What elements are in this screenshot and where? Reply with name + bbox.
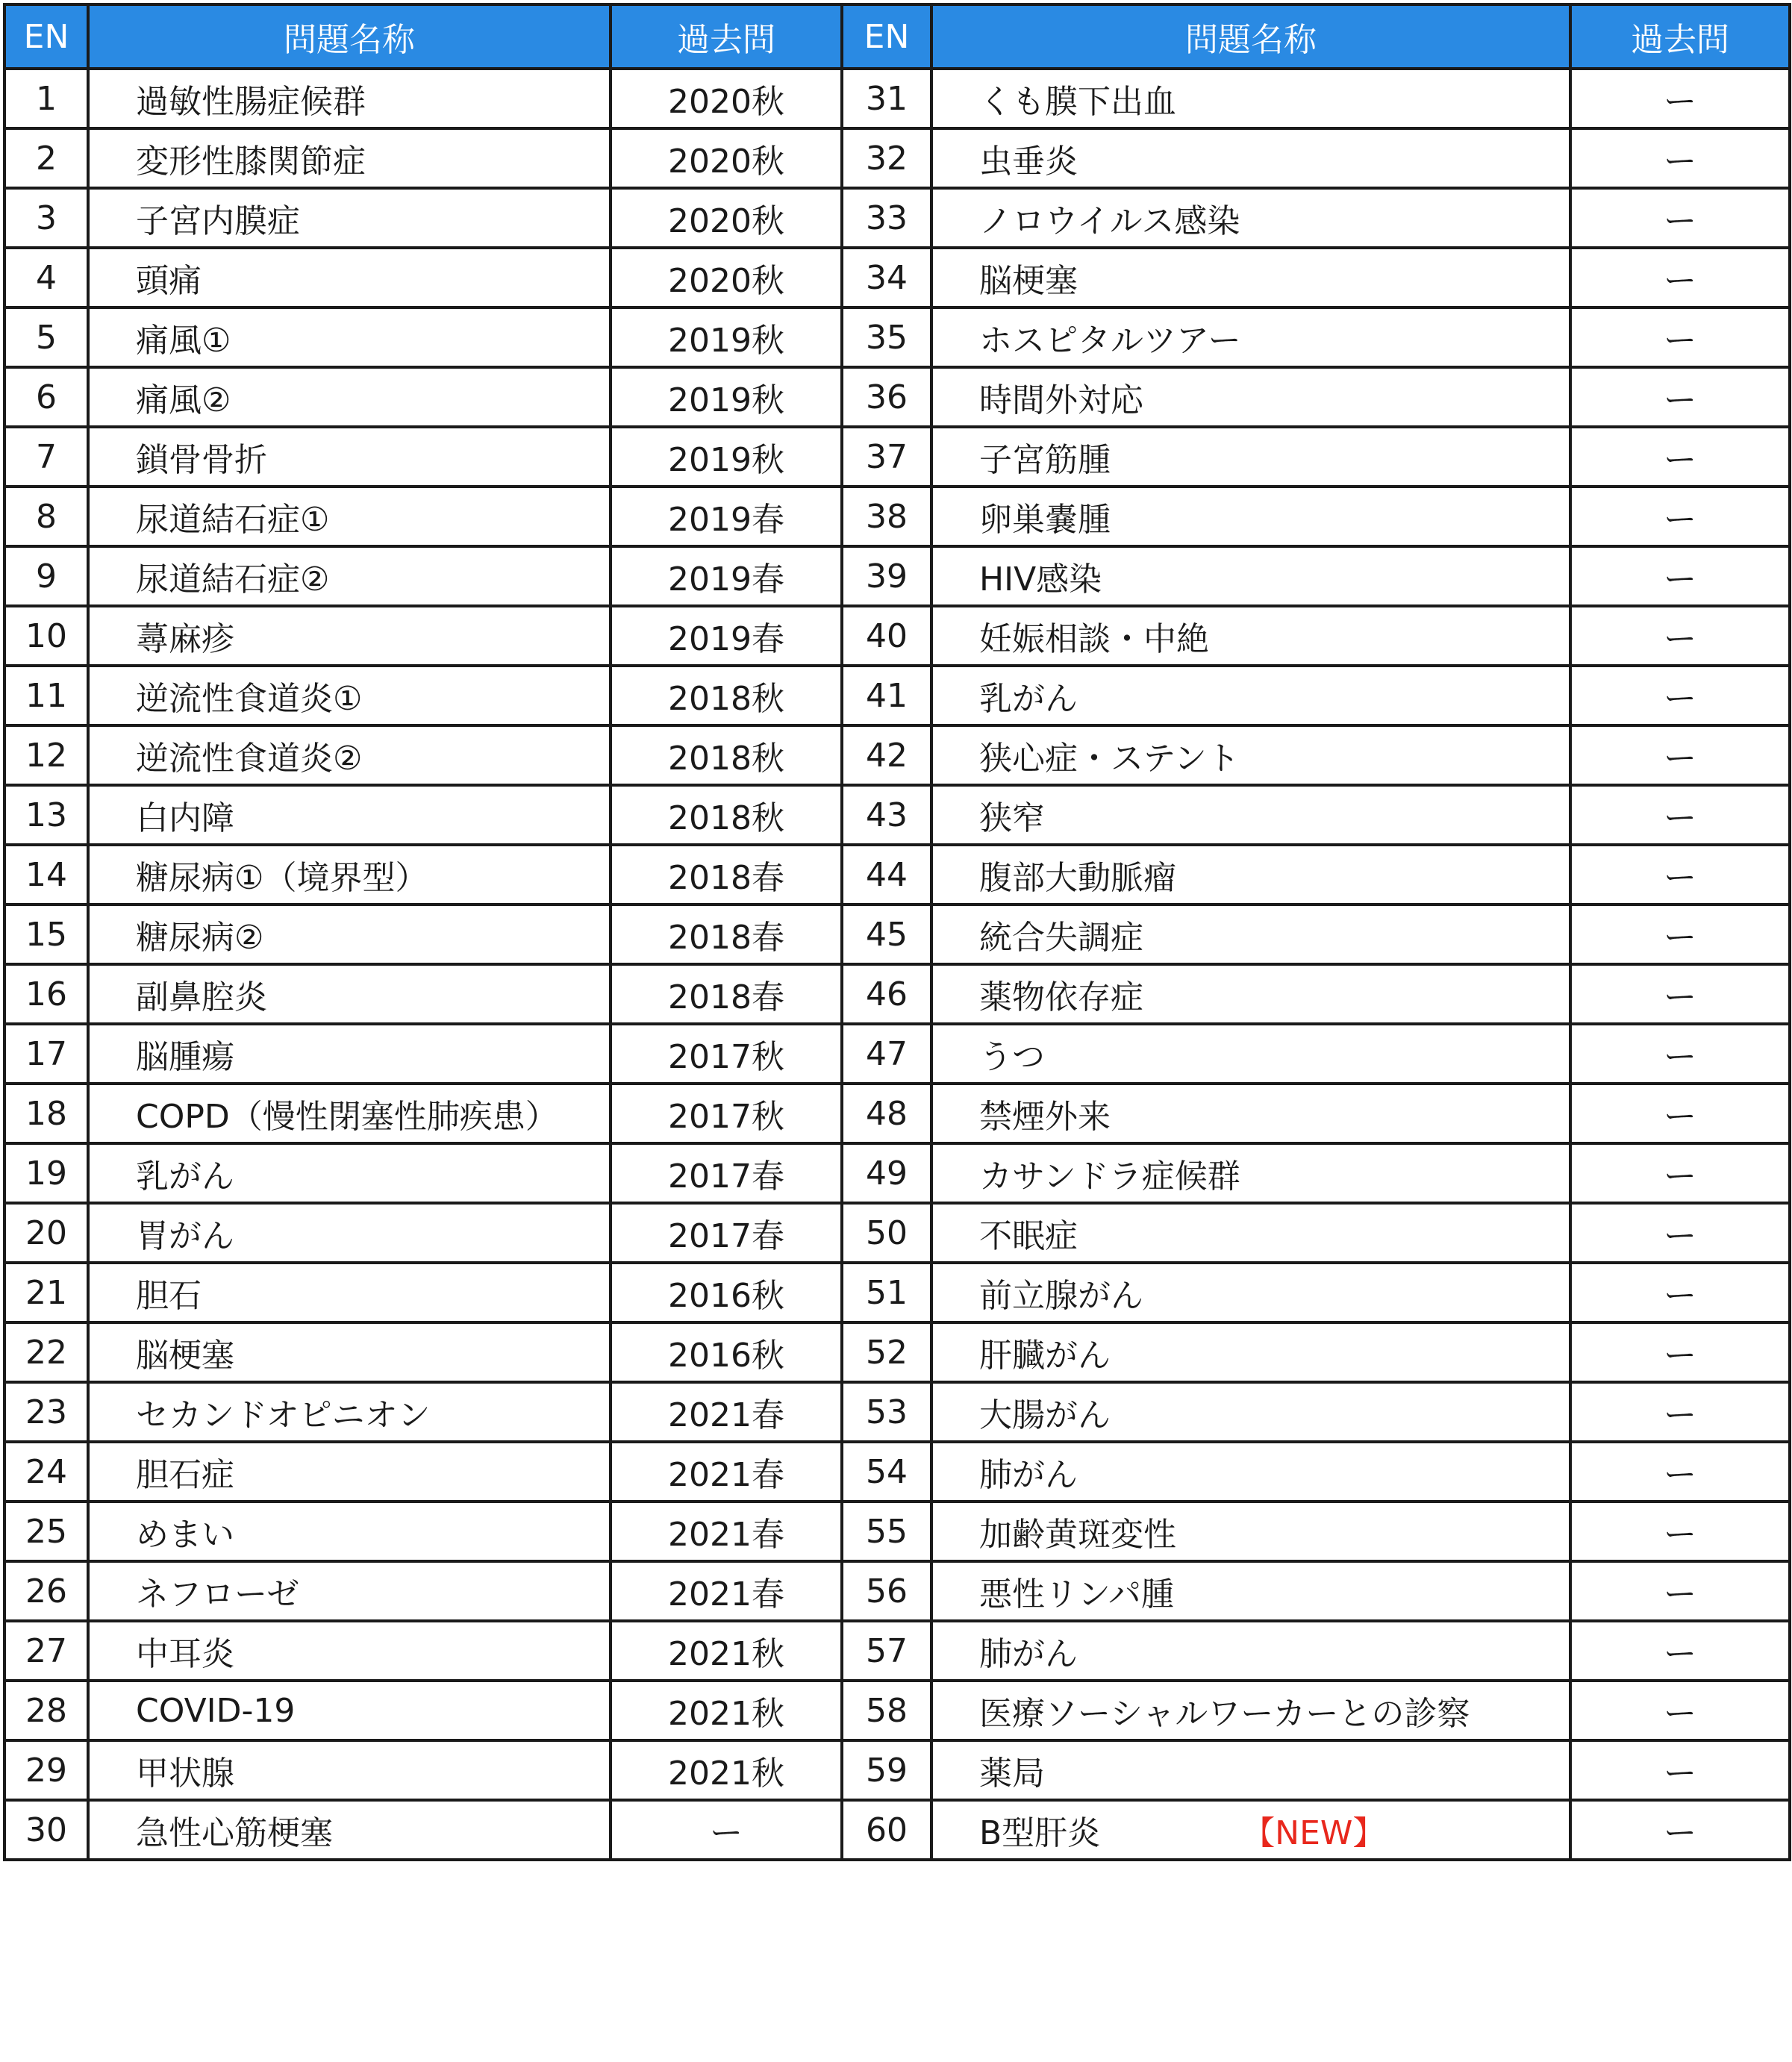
cell-past-exam-2: ー <box>1570 1143 1790 1203</box>
cell-en: 27 <box>4 1621 88 1681</box>
cell-past-exam-2: ー <box>1570 1382 1790 1442</box>
cell-problem-name-2: 薬局 <box>931 1740 1570 1800</box>
cell-past-exam-2: ー <box>1570 1681 1790 1740</box>
cell-en-2: 47 <box>842 1024 931 1084</box>
cell-past-exam-2: ー <box>1570 1800 1790 1860</box>
cell-problem-name-2: 卵巣嚢腫 <box>931 487 1570 546</box>
cell-en: 26 <box>4 1561 88 1621</box>
cell-en-2: 32 <box>842 128 931 188</box>
cell-en: 15 <box>4 905 88 964</box>
cell-past-exam-2: ー <box>1570 606 1790 666</box>
cell-problem-name: 脳梗塞 <box>88 1322 611 1382</box>
cell-en-2: 33 <box>842 188 931 248</box>
cell-past-exam-2: ー <box>1570 1621 1790 1681</box>
cell-problem-name: 副鼻腔炎 <box>88 964 611 1024</box>
cell-en: 22 <box>4 1322 88 1382</box>
cell-en-2: 42 <box>842 725 931 785</box>
cell-problem-name: 蕁麻疹 <box>88 606 611 666</box>
cell-en: 1 <box>4 69 88 128</box>
table-row <box>4 1442 1790 1502</box>
table-row <box>4 307 1790 367</box>
cell-en: 7 <box>4 427 88 487</box>
table-row <box>4 845 1790 905</box>
cell-en-2: 43 <box>842 785 931 845</box>
cell-problem-name-2: ホスピタルツアー <box>931 307 1570 367</box>
cell-problem-name: 急性心筋梗塞 <box>88 1800 611 1860</box>
cell-en: 29 <box>4 1740 88 1800</box>
cell-en: 6 <box>4 367 88 427</box>
cell-problem-name: 尿道結石症① <box>88 487 611 546</box>
cell-problem-name-2: 狭窄 <box>931 785 1570 845</box>
table-row <box>4 248 1790 307</box>
table-row <box>4 1084 1790 1143</box>
table-row <box>4 606 1790 666</box>
cell-problem-name: 鎖骨骨折 <box>88 427 611 487</box>
header-problem-name: 問題名称 <box>88 4 611 69</box>
cell-problem-name-2: 肺がん <box>931 1621 1570 1681</box>
cell-past-exam-2: ー <box>1570 1502 1790 1561</box>
cell-en-2: 59 <box>842 1740 931 1800</box>
cell-problem-name: 脳腫瘍 <box>88 1024 611 1084</box>
cell-past-exam-2: ー <box>1570 367 1790 427</box>
cell-problem-name-2: 肺がん <box>931 1442 1570 1502</box>
cell-problem-name: 糖尿病①（境界型） <box>88 845 611 905</box>
cell-en: 9 <box>4 546 88 606</box>
table-row <box>4 785 1790 845</box>
cell-past-exam-2: ー <box>1570 248 1790 307</box>
cell-problem-name-2: 肝臓がん <box>931 1322 1570 1382</box>
cell-en-2: 54 <box>842 1442 931 1502</box>
cell-past-exam: 2021春 <box>611 1382 842 1442</box>
cell-past-exam: 2021春 <box>611 1502 842 1561</box>
cell-en: 28 <box>4 1681 88 1740</box>
cell-problem-name: セカンドオピニオン <box>88 1382 611 1442</box>
cell-en: 23 <box>4 1382 88 1442</box>
cell-problem-name-2: 大腸がん <box>931 1382 1570 1442</box>
header-row <box>4 4 1790 69</box>
cell-problem-name: めまい <box>88 1502 611 1561</box>
cell-problem-name: 子宮内膜症 <box>88 188 611 248</box>
cell-en: 19 <box>4 1143 88 1203</box>
cell-problem-name: COVID-19 <box>88 1681 611 1740</box>
new-badge: 【NEW】 <box>1242 1814 1386 1852</box>
cell-en-2: 38 <box>842 487 931 546</box>
table-row <box>4 1263 1790 1322</box>
cell-problem-name-2: 統合失調症 <box>931 905 1570 964</box>
cell-past-exam-2: ー <box>1570 69 1790 128</box>
cell-past-exam-2: ー <box>1570 427 1790 487</box>
cell-en: 13 <box>4 785 88 845</box>
table-row <box>4 1740 1790 1800</box>
cell-past-exam-2: ー <box>1570 1322 1790 1382</box>
table-row <box>4 69 1790 128</box>
cell-problem-name-2: カサンドラ症候群 <box>931 1143 1570 1203</box>
exam-problem-table <box>3 3 1791 1861</box>
table-row <box>4 1322 1790 1382</box>
cell-past-exam-2: ー <box>1570 905 1790 964</box>
cell-past-exam: 2020秋 <box>611 188 842 248</box>
cell-problem-name-2: 悪性リンパ腫 <box>931 1561 1570 1621</box>
cell-en-2: 57 <box>842 1621 931 1681</box>
cell-problem-name-2: ノロウイルス感染 <box>931 188 1570 248</box>
cell-past-exam: 2016秋 <box>611 1263 842 1322</box>
table-row <box>4 367 1790 427</box>
table-row <box>4 1143 1790 1203</box>
cell-en: 10 <box>4 606 88 666</box>
table-row <box>4 1024 1790 1084</box>
cell-problem-name: 逆流性食道炎② <box>88 725 611 785</box>
header-en-2: EN <box>842 4 931 69</box>
cell-problem-name: COPD（慢性閉塞性肺疾患） <box>88 1084 611 1143</box>
cell-past-exam: 2019秋 <box>611 367 842 427</box>
cell-en-2: 40 <box>842 606 931 666</box>
cell-en: 21 <box>4 1263 88 1322</box>
cell-en-2: 45 <box>842 905 931 964</box>
cell-en-2: 50 <box>842 1203 931 1263</box>
cell-en-2: 44 <box>842 845 931 905</box>
cell-past-exam-2: ー <box>1570 128 1790 188</box>
cell-problem-name: 乳がん <box>88 1143 611 1203</box>
header-problem-name-2: 問題名称 <box>931 4 1570 69</box>
cell-en-2: 49 <box>842 1143 931 1203</box>
table-row <box>4 666 1790 725</box>
cell-past-exam-2: ー <box>1570 845 1790 905</box>
cell-past-exam: ー <box>611 1800 842 1860</box>
cell-problem-name-2: 薬物依存症 <box>931 964 1570 1024</box>
table-row <box>4 188 1790 248</box>
cell-past-exam: 2020秋 <box>611 69 842 128</box>
cell-en-2: 52 <box>842 1322 931 1382</box>
cell-problem-name: 頭痛 <box>88 248 611 307</box>
cell-past-exam: 2019春 <box>611 487 842 546</box>
cell-en: 12 <box>4 725 88 785</box>
cell-problem-name-2 <box>931 1800 1570 1860</box>
cell-en: 16 <box>4 964 88 1024</box>
cell-past-exam-2: ー <box>1570 1263 1790 1322</box>
cell-en: 17 <box>4 1024 88 1084</box>
cell-past-exam: 2018春 <box>611 964 842 1024</box>
table-row <box>4 1382 1790 1442</box>
table-body <box>4 69 1790 1860</box>
cell-past-exam-2: ー <box>1570 188 1790 248</box>
cell-en-2: 46 <box>842 964 931 1024</box>
cell-problem-name: 甲状腺 <box>88 1740 611 1800</box>
cell-en-2: 34 <box>842 248 931 307</box>
table-row <box>4 487 1790 546</box>
table-row <box>4 128 1790 188</box>
cell-past-exam-2: ー <box>1570 1740 1790 1800</box>
cell-past-exam: 2018春 <box>611 905 842 964</box>
cell-en: 18 <box>4 1084 88 1143</box>
cell-past-exam: 2021秋 <box>611 1740 842 1800</box>
cell-past-exam-2: ー <box>1570 964 1790 1024</box>
cell-problem-name-2: 腹部大動脈瘤 <box>931 845 1570 905</box>
table-row <box>4 725 1790 785</box>
cell-problem-name: 胃がん <box>88 1203 611 1263</box>
cell-en-2: 48 <box>842 1084 931 1143</box>
cell-en: 11 <box>4 666 88 725</box>
table-row <box>4 427 1790 487</box>
cell-past-exam: 2018春 <box>611 845 842 905</box>
cell-past-exam-2: ー <box>1570 725 1790 785</box>
cell-problem-name-2: 医療ソーシャルワーカーとの診察 <box>931 1681 1570 1740</box>
cell-en-2: 36 <box>842 367 931 427</box>
table-row <box>4 1800 1790 1860</box>
cell-past-exam: 2021秋 <box>611 1681 842 1740</box>
cell-problem-name-2: 不眠症 <box>931 1203 1570 1263</box>
cell-problem-name-2: 子宮筋腫 <box>931 427 1570 487</box>
cell-past-exam-2: ー <box>1570 307 1790 367</box>
cell-en: 5 <box>4 307 88 367</box>
cell-problem-name-2: 妊娠相談・中絶 <box>931 606 1570 666</box>
cell-problem-name: 逆流性食道炎① <box>88 666 611 725</box>
cell-past-exam: 2017春 <box>611 1143 842 1203</box>
cell-past-exam: 2019春 <box>611 606 842 666</box>
cell-problem-name-2: 乳がん <box>931 666 1570 725</box>
cell-past-exam-2: ー <box>1570 666 1790 725</box>
cell-past-exam: 2019秋 <box>611 307 842 367</box>
cell-en: 4 <box>4 248 88 307</box>
cell-problem-name-2: くも膜下出血 <box>931 69 1570 128</box>
cell-problem-name: 尿道結石症② <box>88 546 611 606</box>
table-row <box>4 1681 1790 1740</box>
header-en: EN <box>4 4 88 69</box>
cell-past-exam-2: ー <box>1570 546 1790 606</box>
cell-problem-name: 胆石 <box>88 1263 611 1322</box>
cell-en: 8 <box>4 487 88 546</box>
cell-past-exam: 2017秋 <box>611 1024 842 1084</box>
cell-past-exam-2: ー <box>1570 487 1790 546</box>
cell-past-exam: 2017春 <box>611 1203 842 1263</box>
cell-past-exam: 2021春 <box>611 1442 842 1502</box>
cell-en-2: 41 <box>842 666 931 725</box>
table-row <box>4 905 1790 964</box>
cell-en: 14 <box>4 845 88 905</box>
cell-past-exam-2: ー <box>1570 1203 1790 1263</box>
cell-past-exam: 2016秋 <box>611 1322 842 1382</box>
cell-past-exam: 2019春 <box>611 546 842 606</box>
cell-problem-name: 白内障 <box>88 785 611 845</box>
cell-past-exam: 2021春 <box>611 1561 842 1621</box>
cell-en: 20 <box>4 1203 88 1263</box>
table-row <box>4 1502 1790 1561</box>
cell-past-exam-2: ー <box>1570 1442 1790 1502</box>
cell-past-exam: 2020秋 <box>611 248 842 307</box>
table-row <box>4 1621 1790 1681</box>
cell-problem-name: 胆石症 <box>88 1442 611 1502</box>
cell-past-exam: 2021秋 <box>611 1621 842 1681</box>
cell-past-exam: 2018秋 <box>611 725 842 785</box>
header-past-exam: 過去問 <box>611 4 842 69</box>
cell-past-exam: 2017秋 <box>611 1084 842 1143</box>
cell-en: 2 <box>4 128 88 188</box>
cell-past-exam-2: ー <box>1570 785 1790 845</box>
cell-en: 3 <box>4 188 88 248</box>
cell-en-2: 58 <box>842 1681 931 1740</box>
cell-problem-name-2: 虫垂炎 <box>931 128 1570 188</box>
cell-en-2: 39 <box>842 546 931 606</box>
header-past-exam-2: 過去問 <box>1570 4 1790 69</box>
cell-en-2: 56 <box>842 1561 931 1621</box>
cell-problem-name-2: 脳梗塞 <box>931 248 1570 307</box>
cell-en-2: 51 <box>842 1263 931 1322</box>
cell-past-exam-2: ー <box>1570 1561 1790 1621</box>
cell-problem-name: 痛風② <box>88 367 611 427</box>
cell-en-2: 53 <box>842 1382 931 1442</box>
cell-problem-name-2: 禁煙外来 <box>931 1084 1570 1143</box>
cell-problem-name-2: 狭心症・ステント <box>931 725 1570 785</box>
cell-problem-name: 過敏性腸症候群 <box>88 69 611 128</box>
cell-past-exam: 2019秋 <box>611 427 842 487</box>
cell-problem-name: 糖尿病② <box>88 905 611 964</box>
cell-problem-name: ネフローゼ <box>88 1561 611 1621</box>
cell-en-2: 55 <box>842 1502 931 1561</box>
cell-past-exam: 2020秋 <box>611 128 842 188</box>
cell-past-exam: 2018秋 <box>611 785 842 845</box>
cell-problem-name: 痛風① <box>88 307 611 367</box>
cell-problem-name: 変形性膝関節症 <box>88 128 611 188</box>
cell-en: 30 <box>4 1800 88 1860</box>
table-row <box>4 1561 1790 1621</box>
cell-en-2: 60 <box>842 1800 931 1860</box>
cell-past-exam: 2018秋 <box>611 666 842 725</box>
cell-past-exam-2: ー <box>1570 1024 1790 1084</box>
cell-en-2: 37 <box>842 427 931 487</box>
table-row <box>4 1203 1790 1263</box>
cell-problem-name: 中耳炎 <box>88 1621 611 1681</box>
cell-problem-name-2: 加齢黄斑変性 <box>931 1502 1570 1561</box>
table-row <box>4 546 1790 606</box>
cell-problem-name-2: 前立腺がん <box>931 1263 1570 1322</box>
cell-problem-name-2: HIV感染 <box>931 546 1570 606</box>
cell-en-2: 35 <box>842 307 931 367</box>
table-row <box>4 964 1790 1024</box>
cell-problem-name-2: 時間外対応 <box>931 367 1570 427</box>
cell-en: 24 <box>4 1442 88 1502</box>
cell-problem-name-2: うつ <box>931 1024 1570 1084</box>
cell-past-exam-2: ー <box>1570 1084 1790 1143</box>
cell-name-text: B型肝炎 <box>979 1814 1101 1852</box>
cell-en: 25 <box>4 1502 88 1561</box>
cell-en-2: 31 <box>842 69 931 128</box>
